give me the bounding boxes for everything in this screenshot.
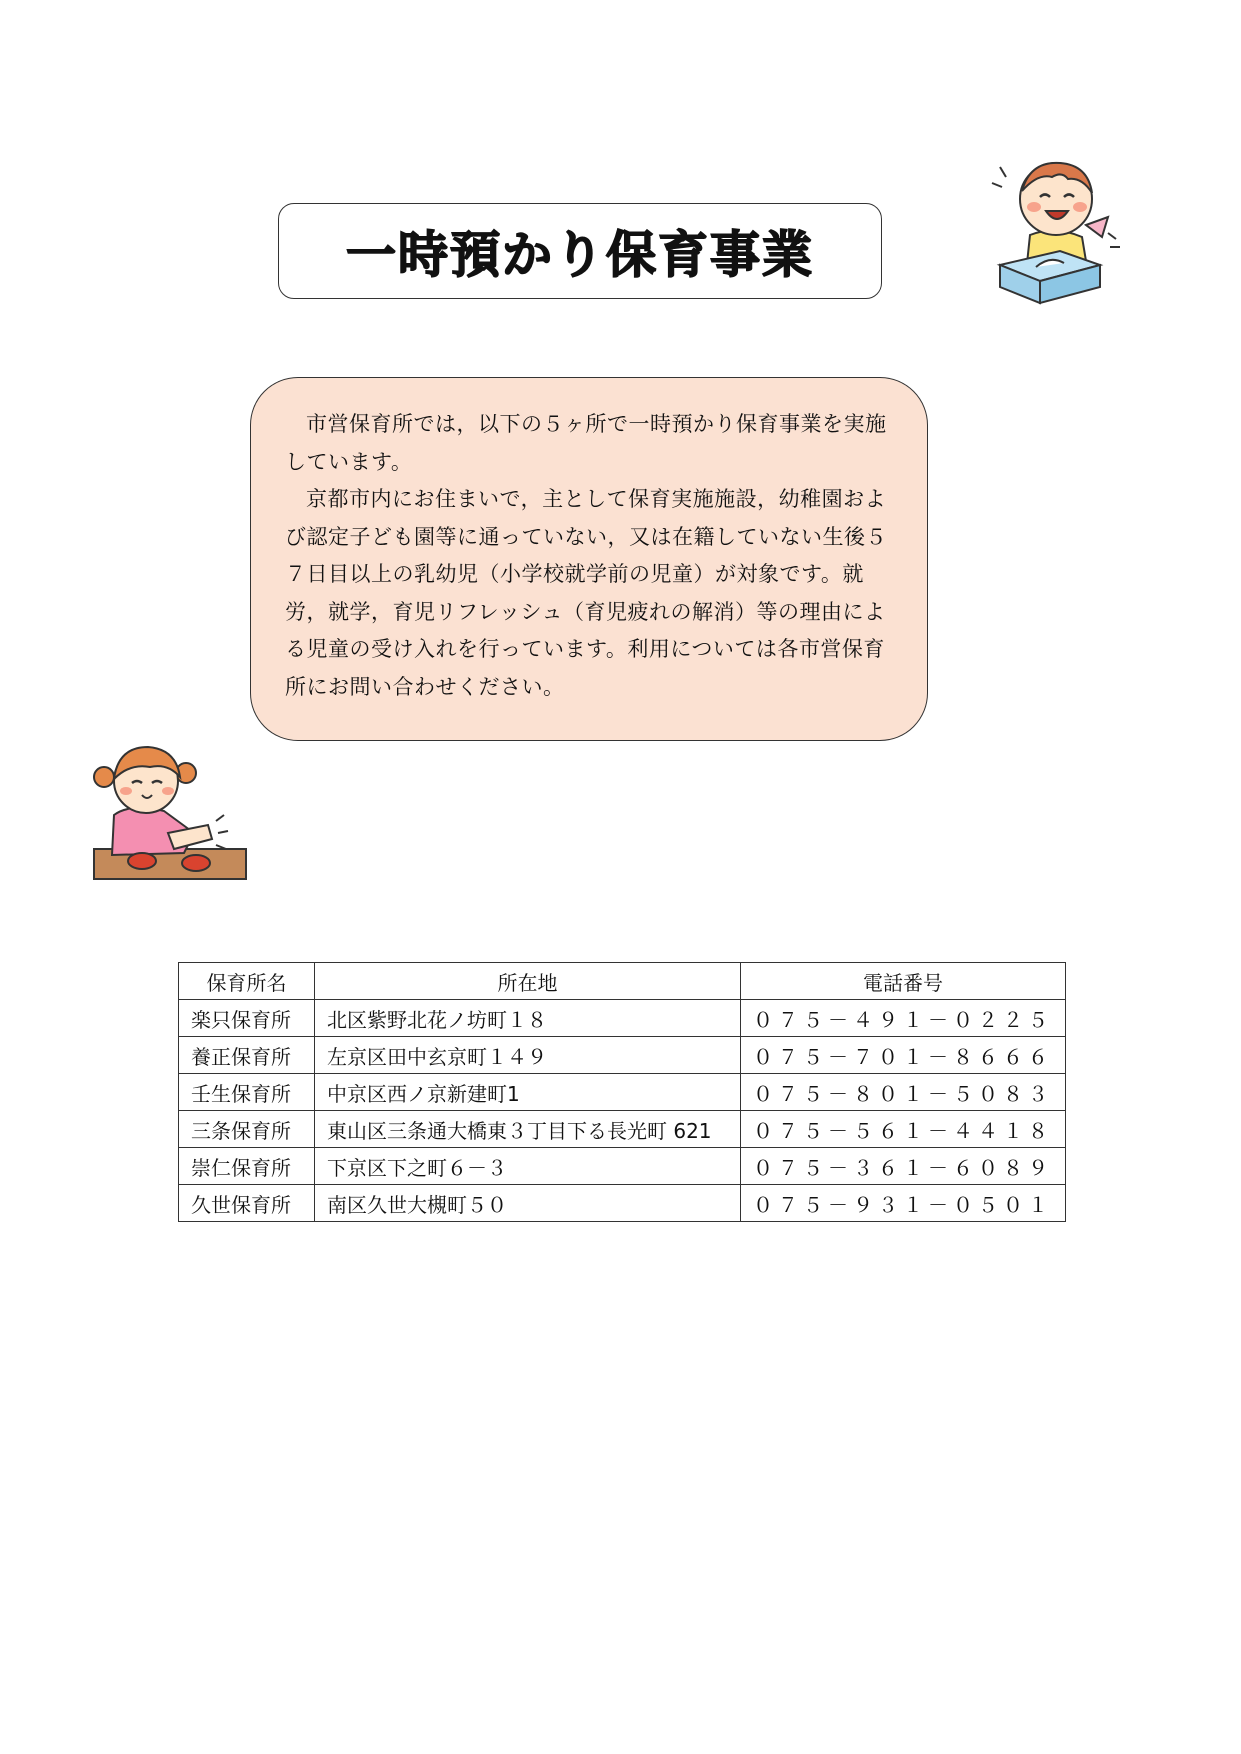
table-row (179, 1185, 1066, 1222)
nursery-phone: ０７５－９３１－０５０１ (740, 1185, 1065, 1222)
table-header-row (179, 963, 1066, 1000)
intro-box (250, 377, 928, 741)
nursery-address: 東山区三条通大橋東３丁目下る長光町 621 (314, 1111, 740, 1148)
table-row (179, 1037, 1066, 1074)
table-row (179, 1074, 1066, 1111)
intro-paragraph: 京都市内にお住まいで，主として保育実施施設，幼稚園および認定子ども園等に通っていない，又は在籍していない生後５７日目以上の乳幼児（小学校就学前の児童）が対象です。就労，就学，育児リフレッシュ（育児疲れの解消）等の理由による児童の受け入れを行っています。利用については各市営保育所にお問い合わせください。 (285, 487, 887, 699)
baby-tissue-box-illustration (990, 155, 1126, 305)
nursery-address: 北区紫野北花ノ坊町１８ (314, 1000, 740, 1037)
girl-shoes-illustration (90, 737, 250, 887)
nursery-address: 中京区西ノ京新建町1 (314, 1074, 740, 1111)
nursery-name: 久世保育所 (179, 1185, 315, 1222)
nursery-name: 楽只保育所 (179, 1000, 315, 1037)
header-address: 所在地 (314, 963, 740, 1000)
nursery-name: 崇仁保育所 (179, 1148, 315, 1185)
table-row (179, 1148, 1066, 1185)
nursery-address: 南区久世大槻町５０ (314, 1185, 740, 1222)
nursery-name: 壬生保育所 (179, 1074, 315, 1111)
nursery-name: 三条保育所 (179, 1111, 315, 1148)
nursery-phone: ０７５－３６１－６０８９ (740, 1148, 1065, 1185)
table-row (179, 1000, 1066, 1037)
page-title: 一時預かり保育事業 (346, 226, 814, 284)
motion-lines-icon (216, 815, 228, 849)
nursery-phone: ０７５－４９１－０２２５ (740, 1000, 1065, 1037)
nursery-address: 下京区下之町６－３ (314, 1148, 740, 1185)
nursery-name: 養正保育所 (179, 1037, 315, 1074)
title-box (278, 203, 882, 299)
intro-paragraph: 市営保育所では，以下の５ヶ所で一時預かり保育事業を実施しています。 (285, 412, 887, 474)
header-phone: 電話番号 (740, 963, 1065, 1000)
header-name: 保育所名 (179, 963, 315, 1000)
nursery-table (178, 962, 1066, 1222)
nursery-address: 左京区田中玄京町１４９ (314, 1037, 740, 1074)
table-row (179, 1111, 1066, 1148)
nursery-phone: ０７５－７０１－８６６６ (740, 1037, 1065, 1074)
nursery-phone: ０７５－８０１－５０８３ (740, 1074, 1065, 1111)
nursery-phone: ０７５－５６１－４４１８ (740, 1111, 1065, 1148)
